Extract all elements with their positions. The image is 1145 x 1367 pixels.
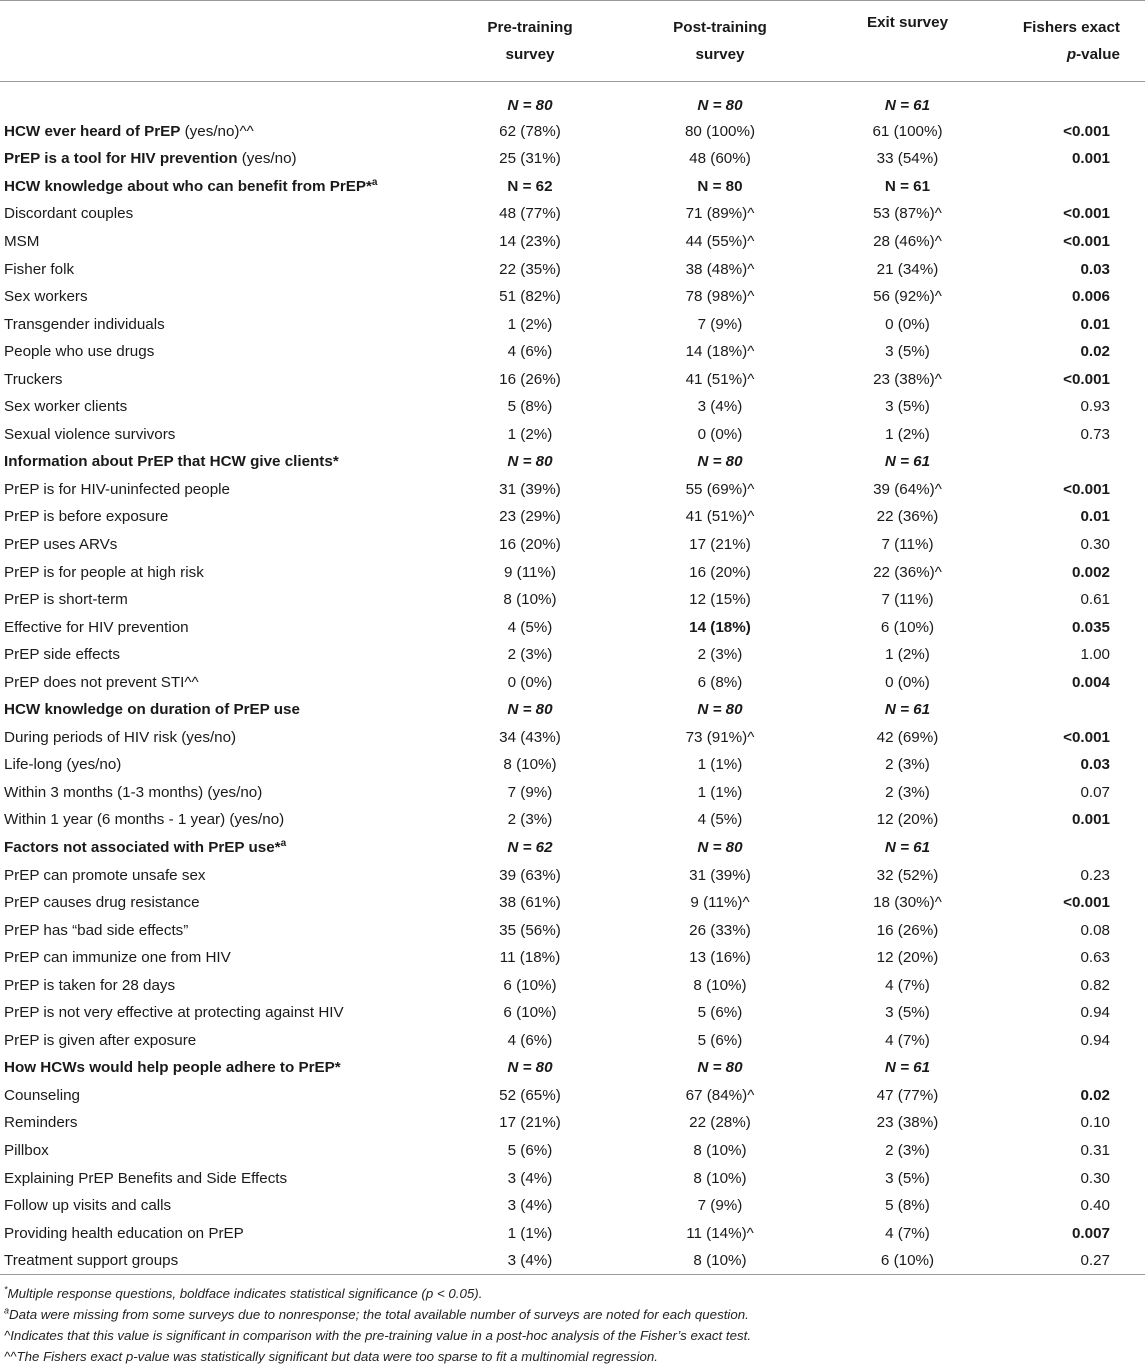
exit-value: 18 (30%)^ [873, 894, 942, 912]
row-label: Sexual violence survivors [4, 425, 176, 443]
exit-value: 2 (3%) [885, 1142, 930, 1159]
post-value: 5 (6%) [697, 1004, 743, 1022]
row-label: PrEP can promote unsafe sex [4, 866, 206, 884]
exit-value: 4 (7%) [885, 1224, 930, 1242]
p-value: 0.035 [1071, 618, 1110, 636]
post-value: 16 (20%) [689, 563, 751, 581]
exit-value: 3 (5%) [885, 1004, 930, 1022]
table-row [0, 641, 1145, 669]
section-n-pre: N = 62 [507, 838, 553, 856]
pre-value: 52 (65%) [499, 1086, 561, 1104]
p-value: 0.01 [1080, 315, 1110, 333]
row-label: PrEP is short-term [4, 591, 128, 609]
pre-value: 0 (0%) [507, 673, 553, 691]
row-label: PrEP is before exposure [4, 508, 169, 526]
footnote-4: ^^The Fishers exact p-value was statistically significant but data were too sparse to fit a multinomial regression. [4, 1349, 658, 1364]
row-label: PrEP uses ARVs [4, 535, 118, 553]
row-label: PrEP is a tool for HIV prevention (yes/no) [4, 150, 297, 168]
p-value: 0.82 [1080, 976, 1110, 994]
exit-value: 22 (36%)^ [873, 563, 942, 581]
post-value: 1 (1%) [697, 783, 743, 801]
table-row [0, 531, 1145, 559]
row-label: PrEP can immunize one from HIV [4, 949, 231, 967]
p-value: <0.001 [1063, 894, 1110, 912]
p-value: 0.08 [1080, 921, 1110, 939]
pre-value: 5 (8%) [507, 398, 553, 416]
table-row [0, 668, 1145, 696]
row-label: PrEP is for people at high risk [4, 563, 204, 581]
post-value: 31 (39%) [689, 866, 751, 884]
row-label: Within 1 year (6 months - 1 year) (yes/no) [4, 811, 285, 829]
exit-value: 4 (7%) [885, 1031, 930, 1049]
table-row [0, 1247, 1145, 1275]
exit-value: 23 (38%)^ [873, 370, 942, 388]
table-row [0, 558, 1145, 586]
table-header [0, 1, 1145, 82]
section-n-exit: N = 61 [884, 177, 931, 195]
table-row [0, 1027, 1145, 1055]
post-value: 7 (9%) [697, 1197, 743, 1215]
p-value: <0.001 [1063, 480, 1110, 498]
section-n-exit: N = 61 [884, 838, 931, 856]
row-label: Follow up visits and calls [4, 1197, 172, 1215]
section-n-exit: N = 61 [884, 1059, 931, 1077]
pre-value: 11 (18%) [499, 949, 561, 967]
p-value: 0.03 [1080, 260, 1110, 278]
section-header-row [0, 1054, 1145, 1082]
table-row [0, 310, 1145, 338]
row-label: HCW ever heard of PrEP (yes/no)^^ [4, 122, 254, 140]
table-row [0, 779, 1145, 807]
table-row [0, 1164, 1145, 1192]
pre-value: 14 (23%) [499, 232, 561, 250]
footnote-1: *Multiple response questions, boldface indicates statistical significance (p < 0.05). [4, 1284, 483, 1301]
post-value: 8 (10%) [693, 1251, 747, 1269]
row-label: PrEP causes drug resistance [4, 894, 200, 912]
exit-value: 1 (2%) [885, 425, 930, 443]
exit-value: 61 (100%) [872, 122, 943, 140]
section-p-blank [1000, 696, 1145, 724]
row-label: Explaining PrEP Benefits and Side Effects [4, 1169, 288, 1187]
p-value: <0.001 [1063, 728, 1110, 746]
post-value: 14 (18%) [689, 618, 751, 636]
section-p-blank [1000, 173, 1145, 201]
pre-value: 2 (3%) [507, 811, 553, 829]
post-value: 13 (16%) [689, 949, 751, 967]
post-value: 41 (51%)^ [685, 370, 755, 388]
row-label: Fisher folk [4, 260, 75, 278]
post-value: 80 (100%) [684, 122, 756, 140]
pre-value: 4 (6%) [507, 343, 553, 361]
pre-value: 3 (4%) [507, 1251, 553, 1269]
table-row [0, 255, 1145, 283]
pre-value: 9 (11%) [503, 563, 557, 581]
n-pre: N = 80 [507, 97, 553, 115]
post-value: 0 (0%) [697, 425, 743, 443]
row-label: People who use drugs [4, 343, 155, 361]
pre-value: 17 (21%) [499, 1114, 561, 1132]
exit-value: 42 (69%) [876, 728, 939, 746]
p-value: <0.001 [1063, 122, 1110, 140]
post-value: 55 (69%)^ [685, 480, 755, 498]
post-value: 71 (89%)^ [685, 205, 755, 223]
post-value: 44 (55%)^ [685, 232, 755, 250]
post-value: 14 (18%)^ [685, 343, 755, 361]
table-row [0, 393, 1145, 421]
header-post-training: Post-training survey [673, 18, 767, 63]
section-header-row [0, 448, 1145, 476]
post-value: 4 (5%) [697, 811, 743, 829]
n-post: N = 80 [697, 97, 743, 115]
header-pre-training: Pre-training survey [487, 18, 573, 63]
p-value: 0.002 [1071, 563, 1110, 581]
exit-value: 6 (10%) [880, 1251, 935, 1269]
pre-value: 1 (1%) [507, 1224, 553, 1242]
pre-value: 39 (63%) [499, 866, 561, 884]
pre-value: 1 (2%) [507, 425, 553, 443]
row-label: PrEP is for HIV-uninfected people [4, 480, 230, 498]
table-row [0, 338, 1145, 366]
row-label: Truckers [4, 370, 63, 388]
table-row [0, 1109, 1145, 1137]
p-value: <0.001 [1063, 232, 1110, 250]
pre-value: 3 (4%) [507, 1197, 553, 1215]
section-header-row [0, 173, 1145, 201]
post-value: 48 (60%) [689, 150, 751, 168]
p-value: <0.001 [1063, 205, 1110, 223]
pre-value: 6 (10%) [503, 976, 557, 994]
p-value: 0.004 [1071, 673, 1110, 691]
p-value: 0.73 [1080, 425, 1110, 443]
exit-value: 53 (87%)^ [873, 205, 942, 223]
row-label: Pillbox [4, 1142, 49, 1159]
exit-value: 32 (52%) [876, 866, 939, 884]
table-row [0, 586, 1145, 614]
post-value: 67 (84%)^ [685, 1086, 755, 1104]
exit-value: 0 (0%) [885, 315, 930, 333]
exit-value: 33 (54%) [876, 150, 939, 168]
pre-value: 22 (35%) [499, 260, 561, 278]
exit-value: 12 (20%) [876, 949, 939, 967]
section-label: HCW knowledge about who can benefit from PrEP*$^a$ [4, 176, 378, 195]
table-row [0, 200, 1145, 228]
post-value: 78 (98%)^ [685, 288, 755, 306]
exit-value: 1 (2%) [885, 646, 930, 664]
exit-value: 0 (0%) [885, 673, 930, 691]
row-label: Sex workers [4, 288, 88, 306]
table-row [0, 944, 1145, 972]
p-value: 0.61 [1080, 591, 1110, 609]
p-value: 0.94 [1080, 1004, 1110, 1022]
pre-value: 51 (82%) [499, 288, 561, 306]
pre-value: 16 (20%) [499, 535, 561, 553]
exit-value: 2 (3%) [885, 756, 930, 774]
exit-value: 7 (11%) [881, 535, 934, 553]
post-value: 6 (8%) [697, 673, 743, 691]
p-value: 0.01 [1080, 508, 1110, 526]
section-p-blank [1000, 448, 1145, 476]
post-value: 38 (48%)^ [685, 260, 755, 278]
row-label: Within 3 months (1-3 months) (yes/no) [4, 783, 263, 801]
pre-value: 38 (61%) [499, 894, 561, 912]
post-value: 2 (3%) [697, 646, 743, 664]
exit-value: 2 (3%) [885, 783, 930, 801]
post-value: 3 (4%) [697, 398, 743, 416]
p-value: 0.27 [1080, 1251, 1110, 1269]
header-blank [0, 1, 435, 82]
table-row [0, 476, 1145, 504]
p-value: 0.02 [1080, 1086, 1110, 1104]
section-n-post: N = 80 [697, 1059, 743, 1077]
table-row [0, 118, 1145, 146]
pre-value: 31 (39%) [499, 480, 561, 498]
table-footnotes [4, 1283, 1139, 1367]
section-n-pre: N = 80 [507, 1059, 553, 1077]
section-p-blank [1000, 1054, 1145, 1082]
exit-value: 12 (20%) [876, 811, 939, 829]
exit-value: 6 (10%) [880, 618, 935, 636]
p-value: 0.07 [1080, 783, 1110, 801]
header-fishers-p: Fishers exact p-value [1022, 18, 1120, 63]
table-row [0, 421, 1145, 449]
pre-value: 35 (56%) [499, 921, 561, 939]
p-value: 1.00 [1080, 646, 1110, 664]
row-label: Life-long (yes/no) [4, 756, 122, 774]
exit-value: 23 (38%) [876, 1114, 939, 1132]
p-value: 0.30 [1080, 535, 1110, 553]
post-value: 8 (10%) [693, 1169, 747, 1187]
pre-value: 6 (10%) [503, 1004, 557, 1022]
pre-value: 25 (31%) [499, 150, 561, 168]
section-label: HCW knowledge on duration of PrEP use [4, 701, 300, 719]
footnote-2: $^a$Data were missing from some surveys due to nonresponse; the total available number of surveys are noted for each question. [4, 1305, 749, 1322]
pre-value: 23 (29%) [499, 508, 561, 526]
exit-value: 28 (46%)^ [873, 232, 942, 250]
p-value: 0.30 [1080, 1169, 1110, 1187]
pre-value: 4 (5%) [507, 618, 553, 636]
pre-value: 7 (9%) [507, 783, 553, 801]
section-n-post: N = 80 [697, 453, 743, 471]
section-header-row [0, 696, 1145, 724]
exit-value: 4 (7%) [885, 976, 930, 994]
p-value: 0.23 [1080, 866, 1110, 884]
pre-value: 4 (6%) [507, 1031, 553, 1049]
row-label: PrEP is taken for 28 days [4, 976, 176, 994]
row-label: PrEP is given after exposure [4, 1031, 197, 1049]
pre-value: 2 (3%) [507, 646, 553, 664]
p-value: 0.007 [1071, 1224, 1110, 1242]
p-value: 0.40 [1080, 1197, 1110, 1215]
p-value: 0.10 [1080, 1114, 1110, 1132]
table-row [0, 283, 1145, 311]
pre-value: 8 (10%) [503, 756, 557, 774]
table-row [0, 1082, 1145, 1110]
section-n-exit: N = 61 [884, 701, 931, 719]
row-label: Counseling [4, 1086, 80, 1104]
exit-value: 56 (92%)^ [873, 288, 942, 306]
post-value: 41 (51%)^ [685, 508, 755, 526]
row-label: Reminders [4, 1114, 78, 1132]
pre-value: 3 (4%) [507, 1169, 553, 1187]
exit-value: 7 (11%) [881, 591, 934, 609]
footnote-3: ^Indicates that this value is significant in comparison with the pre-training value in a post-hoc analysis of the Fisher’s exact test. [4, 1328, 752, 1343]
p-value: 0.63 [1080, 949, 1110, 967]
row-label: Treatment support groups [4, 1251, 179, 1269]
table-row [0, 806, 1145, 834]
exit-value: 21 (34%) [876, 260, 939, 278]
section-label: Information about PrEP that HCW give clients* [4, 453, 339, 471]
table-row [0, 1219, 1145, 1247]
table-row [0, 916, 1145, 944]
table-row [0, 228, 1145, 256]
p-value: 0.006 [1071, 288, 1110, 306]
pre-value: 1 (2%) [507, 315, 553, 333]
row-label: Transgender individuals [4, 315, 165, 333]
row-label: PrEP side effects [4, 646, 120, 664]
post-value: 1 (1%) [697, 756, 743, 774]
exit-value: 3 (5%) [885, 398, 930, 416]
exit-value: 3 (5%) [885, 1169, 930, 1187]
table-row [0, 724, 1145, 752]
row-label: During periods of HIV risk (yes/no) [4, 728, 237, 746]
exit-value: 16 (26%) [876, 921, 939, 939]
table-row [0, 1192, 1145, 1220]
table-row [0, 503, 1145, 531]
post-value: 73 (91%)^ [685, 728, 755, 746]
row-label: PrEP is not very effective at protecting against HIV [4, 1004, 344, 1022]
exit-value: 47 (77%) [876, 1086, 939, 1104]
p-value: 0.94 [1080, 1031, 1110, 1049]
section-n-post: N = 80 [697, 177, 743, 195]
pre-value: 8 (10%) [503, 591, 557, 609]
table-row [0, 861, 1145, 889]
p-value: 0.02 [1080, 343, 1110, 361]
section-label: Factors not associated with PrEP use*$^a$ [4, 837, 287, 856]
section-header-row [0, 834, 1145, 862]
table-row [0, 889, 1145, 917]
post-value: 26 (33%) [689, 921, 751, 939]
p-value: 0.001 [1071, 150, 1110, 168]
table-row [0, 999, 1145, 1027]
table-row [0, 145, 1145, 173]
table-row [0, 751, 1145, 779]
row-label: Effective for HIV prevention [4, 618, 189, 636]
section-label: How HCWs would help people adhere to PrEP* [4, 1059, 341, 1077]
pre-value: 62 (78%) [499, 122, 561, 140]
table-row [0, 971, 1145, 999]
exit-value: 5 (8%) [885, 1197, 930, 1215]
post-value: 8 (10%) [693, 976, 747, 994]
post-value: 5 (6%) [697, 1031, 743, 1049]
row-label: MSM [4, 232, 40, 250]
sample-size-row [0, 82, 1145, 118]
row-label: Discordant couples [4, 205, 134, 223]
pre-value: 5 (6%) [507, 1142, 553, 1159]
row-label: Providing health education on PrEP [4, 1224, 244, 1242]
n-exit: N = 61 [884, 97, 931, 115]
section-n-post: N = 80 [697, 838, 743, 856]
post-value: 8 (10%) [693, 1142, 747, 1159]
pre-value: 34 (43%) [499, 728, 561, 746]
exit-value: 3 (5%) [885, 343, 930, 361]
section-n-pre: N = 62 [507, 177, 553, 195]
post-value: 22 (28%) [689, 1114, 751, 1132]
post-value: 12 (15%) [689, 591, 751, 609]
section-n-pre: N = 80 [507, 701, 553, 719]
row-label: PrEP does not prevent STI^^ [4, 673, 199, 691]
table-body [0, 82, 1145, 1275]
header-exit-survey: Exit survey [866, 14, 949, 31]
section-n-post: N = 80 [697, 701, 743, 719]
pre-value: 48 (77%) [499, 205, 561, 223]
table-row [0, 613, 1145, 641]
p-value: <0.001 [1063, 370, 1110, 388]
exit-value: 22 (36%) [876, 508, 939, 526]
p-value: 0.03 [1080, 756, 1110, 774]
pre-value: 16 (26%) [499, 370, 561, 388]
row-label: PrEP has “bad side effects” [4, 921, 189, 939]
section-n-pre: N = 80 [507, 453, 553, 471]
post-value: 9 (11%)^ [690, 894, 750, 912]
section-p-blank [1000, 834, 1145, 862]
p-value: 0.93 [1080, 398, 1110, 416]
row-label: Sex worker clients [4, 398, 128, 416]
p-value: 0.31 [1080, 1142, 1110, 1159]
exit-value: 39 (64%)^ [873, 480, 942, 498]
post-value: 17 (21%) [689, 535, 751, 553]
p-value: 0.001 [1071, 811, 1110, 829]
post-value: 7 (9%) [697, 315, 743, 333]
table-row [0, 365, 1145, 393]
table-row [0, 1137, 1145, 1165]
section-n-exit: N = 61 [884, 453, 931, 471]
post-value: 11 (14%)^ [686, 1224, 754, 1242]
